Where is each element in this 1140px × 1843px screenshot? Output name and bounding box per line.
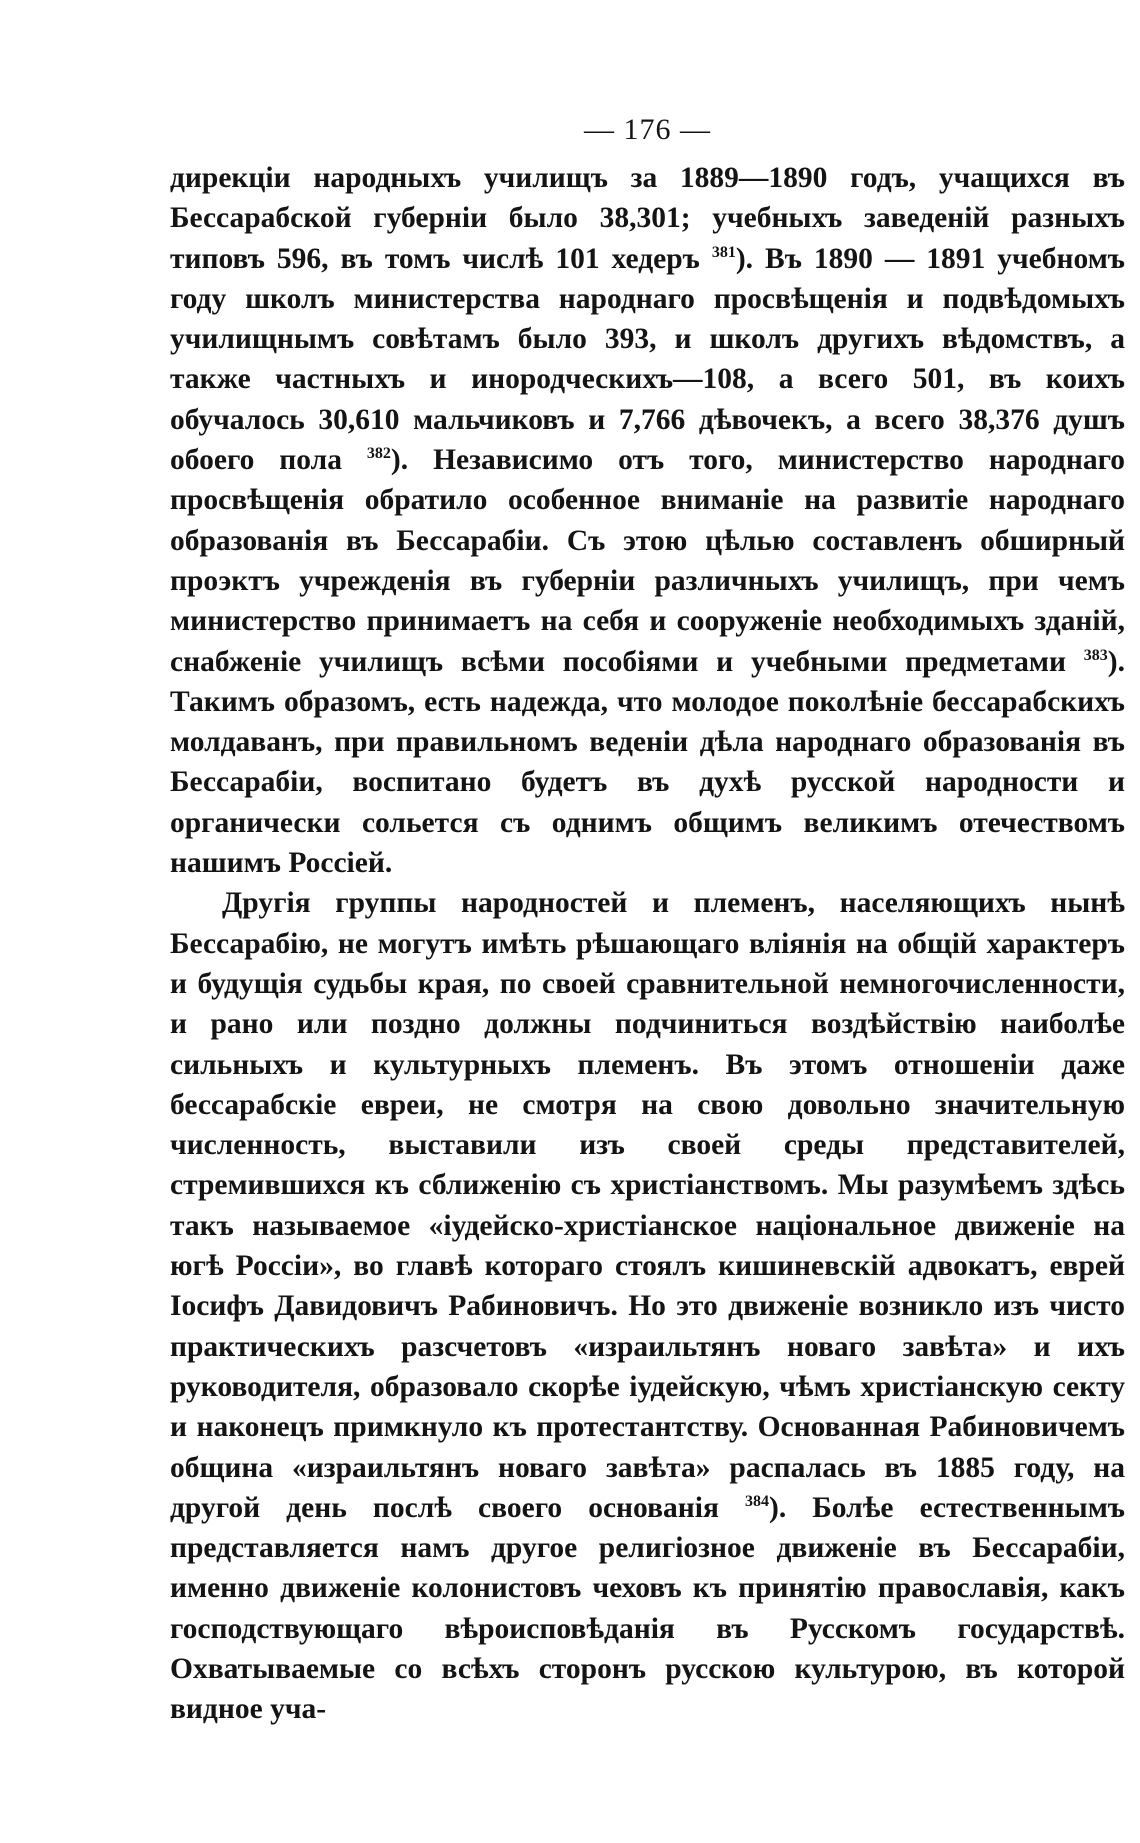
paragraph-text: ). Независимо отъ того, министерство народнаго просвѣщенія обратило особенное вниманіе на развитіе народнаго образованія въ Бессарабіи. Съ этою цѣлью составленъ обширный проэктъ учрежденія въ губерніи различныхъ училищъ, при чемъ министерство принимаетъ на себя и сооруженіе необходимыхъ зданій, снабженіе училищъ всѣми пособіями и учебными предметами bbox=[170, 444, 1126, 678]
footnote-ref-383[interactable]: 383 bbox=[1083, 646, 1108, 664]
footnote-ref-382[interactable]: 382 bbox=[366, 445, 391, 463]
footnote-ref-381[interactable]: 381 bbox=[711, 243, 736, 261]
page-number: — 176 — bbox=[584, 113, 711, 146]
paragraph-text: ). Такимъ образомъ, есть надежда, что молодое поколѣніе бессарабскихъ молдаванъ, при правильномъ веденіи дѣла народнаго образованія въ Бессарабіи, воспитано будетъ въ духѣ русской народности и органически сольется съ однимъ общимъ великимъ отечествомъ нашимъ Россіей. bbox=[170, 645, 1125, 880]
footnote-ref-384[interactable]: 384 bbox=[745, 1492, 769, 1510]
paragraph-text: ). Болѣе естественнымъ представляется намъ другое религіозное движеніе въ Бессарабіи, именно движеніе колонистовъ чеховъ къ принятію православія, какъ господствующаго вѣроисповѣданія въ Русскомъ государствѣ. Охватываемые со всѣхъ сторонъ русскою культурою, въ которой видное уча- bbox=[170, 1491, 1125, 1726]
paragraph-1 bbox=[170, 158, 1125, 883]
paragraph-text: Другія группы народностей и племенъ, населяющихъ нынѣ Бессарабію, не могутъ имѣть рѣшающаго вліянія на общій характеръ и будущія судьбы края, по своей сравнительной немногочисленности, и рано или поздно должны подчиниться воздѣйствію наиболѣе сильныхъ и культурныхъ племенъ. Въ этомъ отношеніи даже бессарабскіе евреи, не смотря на свою довольно значительную численность, выставили изъ своей среды представителей, стремившихся къ сближенію съ христіанствомъ. Мы разумѣемъ здѣсь такъ называемое «іудейско-христіанское національное движеніе на югѣ Россіи», во главѣ котораго стоялъ кишиневскій адвокатъ, еврей Іосифъ Давидовичъ Рабиновичъ. Но это движеніе возникло изъ чисто практическихъ разсчетовъ «израильтянъ новаго завѣта» и ихъ руководителя, образовало скорѣе іудейскую, чѣмъ христіанскую секту и наконецъ примкнуло къ протестантству. Основанная Рабиновичемъ община «израильтянъ новаго завѣта» распалась въ 1885 году, на другой день послѣ своего основанія bbox=[170, 887, 1125, 1524]
paragraph-text: дирекціи народныхъ училищъ за 1889—1890 годъ, учащихся въ Бессарабской губерніи было 38,301; учебныхъ заведеній разныхъ типовъ 596, въ томъ числѣ 101 хедеръ bbox=[170, 162, 1125, 275]
paragraph-2 bbox=[170, 883, 1125, 1729]
document-page bbox=[170, 112, 1125, 1822]
paragraph-text: ). Въ 1890 — 1891 учебномъ году школъ министерства народнаго просвѣщенія и подвѣдомыхъ училищнымъ совѣтамъ было 393, и школъ другихъ вѣдомствъ, а также частныхъ и инородческихъ—108, а всего 501, въ коихъ обучалось 30,610 мальчиковъ и 7,766 дѣвочекъ, а всего 38,376 душъ обоего пола bbox=[170, 242, 1125, 477]
